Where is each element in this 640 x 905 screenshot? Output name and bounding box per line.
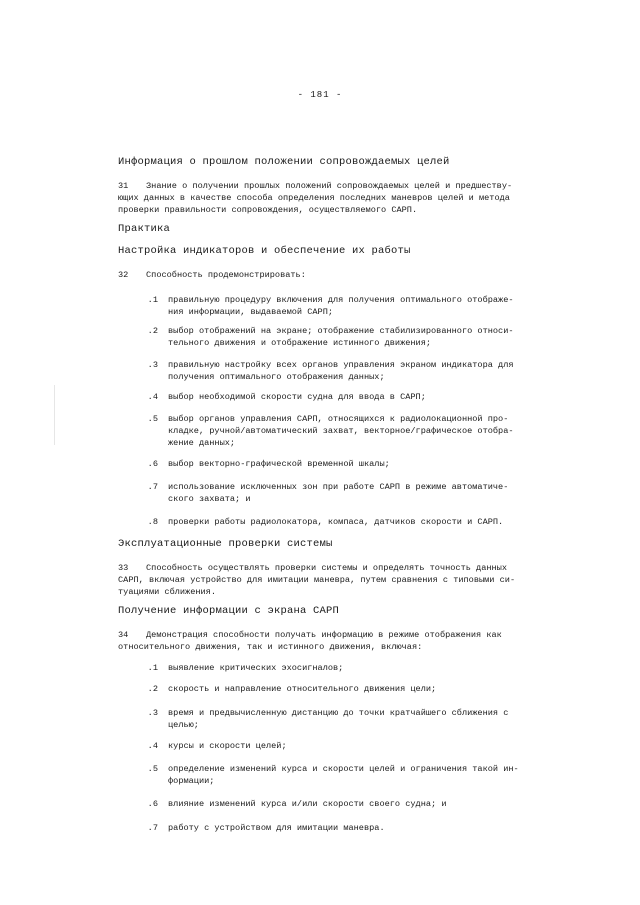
list-item-line: целью; <box>168 720 199 730</box>
paragraph-line: Знание о получении прошлых положений сопровождаемых целей и предшеству- <box>146 181 513 191</box>
list-item-number: .6 <box>147 459 158 469</box>
list-item-line: получения оптимального отображения данных; <box>168 372 385 382</box>
paragraph-line: туациями сближения. <box>118 587 216 597</box>
list-item-number: .7 <box>147 482 158 492</box>
list-item-text <box>168 798 540 810</box>
list-item-line: работу с устройством для имитации маневра. <box>168 823 385 833</box>
list-item-line: выбор органов управления САРП, относящихся к радиолокационной про- <box>168 414 509 424</box>
list-item-number: .1 <box>147 295 158 305</box>
list-item-line: выявление критических эхосигналов; <box>168 663 344 673</box>
list-item-text <box>168 740 540 752</box>
list-item-text <box>168 662 540 674</box>
paragraph-33 <box>118 562 540 598</box>
list-item-text <box>168 763 540 787</box>
list-item-number: .5 <box>147 414 158 424</box>
paragraph-line: относительного движения, так и истинного движения, включая: <box>118 642 423 652</box>
paragraph-number: 32 <box>118 270 129 280</box>
paragraph-line: САРП, включая устройство для имитации маневра, путем сравнения с типовыми си- <box>118 575 516 585</box>
list-item-line: правильную процедуру включения для получения оптимального отображе- <box>168 295 514 305</box>
paragraph-line: ющих данных в качестве способа определения последних маневров целей и метода <box>118 193 510 203</box>
list-item-line: время и предвычисленную дистанцию до точки кратчайшего сближения с <box>168 708 509 718</box>
heading-past-positions: Информация о прошлом положении сопровождаемых целей <box>118 156 450 168</box>
list-item-text <box>168 481 540 505</box>
list-item-number: .2 <box>147 326 158 336</box>
list-item-text <box>168 683 540 695</box>
list-item-text <box>168 325 540 349</box>
list-item-line: правильную настройку всех органов управления экраном индикатора для <box>168 360 514 370</box>
list-item-text <box>168 391 540 403</box>
paragraph-number: 31 <box>118 181 129 191</box>
list-item-line: проверки работы радиолокатора, компаса, датчиков скорости и САРП. <box>168 517 504 527</box>
list-item-line: выбор векторно-графической временной шкалы; <box>168 459 390 469</box>
list-item-line: влияние изменений курса и/или скорости своего судна; и <box>168 799 447 809</box>
list-item-text <box>168 458 540 470</box>
list-item-number: .8 <box>147 517 158 527</box>
list-item-line: кладке, ручной/автоматический захват, векторное/графическое отобра- <box>168 426 514 436</box>
list-item-number: .3 <box>147 708 158 718</box>
list-item-number: .4 <box>147 392 158 402</box>
heading-information-retrieval: Получение информации с экрана САРП <box>118 605 340 617</box>
list-item-line: определение изменений курса и скорости целей и ограничения такой ин- <box>168 764 519 774</box>
list-item-text <box>168 822 540 834</box>
list-item-line: ского захвата; и <box>168 494 251 504</box>
list-item-text <box>168 707 540 731</box>
list-item-number: .3 <box>147 360 158 370</box>
paragraph-number: 34 <box>118 630 129 640</box>
list-item-line: скорость и направление относительного движения цели; <box>168 684 437 694</box>
list-item-line: использование исключенных зон при работе САРП в режиме автоматиче- <box>168 482 509 492</box>
list-item-number: .6 <box>147 799 158 809</box>
paragraph-intro: Способность продемонстрировать: <box>146 270 306 280</box>
scan-margin-mark <box>54 385 55 445</box>
list-item-line: курсы и скорости целей; <box>168 741 287 751</box>
list-item-line: формации; <box>168 776 215 786</box>
paragraph-34 <box>118 629 540 653</box>
heading-operational-checks: Эксплуатационные проверки системы <box>118 538 333 550</box>
list-item-text <box>168 516 540 528</box>
paragraph-31 <box>118 180 538 216</box>
heading-practice: Практика <box>118 223 171 235</box>
list-item-line: выбор отображений на экране; отображение стабилизированного относи- <box>168 326 514 336</box>
heading-display-setup: Настройка индикаторов и обеспечение их работы <box>118 245 411 257</box>
paragraph-number: 33 <box>118 563 129 573</box>
list-item-number: .1 <box>147 663 158 673</box>
list-item-line: жение данных; <box>168 438 236 448</box>
list-item-line: тельного движения и отображение истинного движения; <box>168 338 432 348</box>
list-item-text <box>168 359 540 383</box>
list-item-text <box>168 413 540 449</box>
paragraph-line: Способность осуществлять проверки системы и определять точность данных <box>146 563 507 573</box>
list-item-text <box>168 294 540 318</box>
list-item-number: .7 <box>147 823 158 833</box>
list-item-number: .4 <box>147 741 158 751</box>
paragraph-line: проверки правильности сопровождения, осуществляемого САРП. <box>118 205 418 215</box>
paragraph-32 <box>118 269 538 281</box>
page-number: - 181 - <box>297 90 343 100</box>
list-item-line: выбор необходимой скорости судна для ввода в САРП; <box>168 392 426 402</box>
paragraph-line: Демонстрация способности получать информацию в режиме отображения как <box>146 630 502 640</box>
list-item-number: .2 <box>147 684 158 694</box>
list-item-number: .5 <box>147 764 158 774</box>
list-item-line: ния информации, выдаваемой САРП; <box>168 307 334 317</box>
